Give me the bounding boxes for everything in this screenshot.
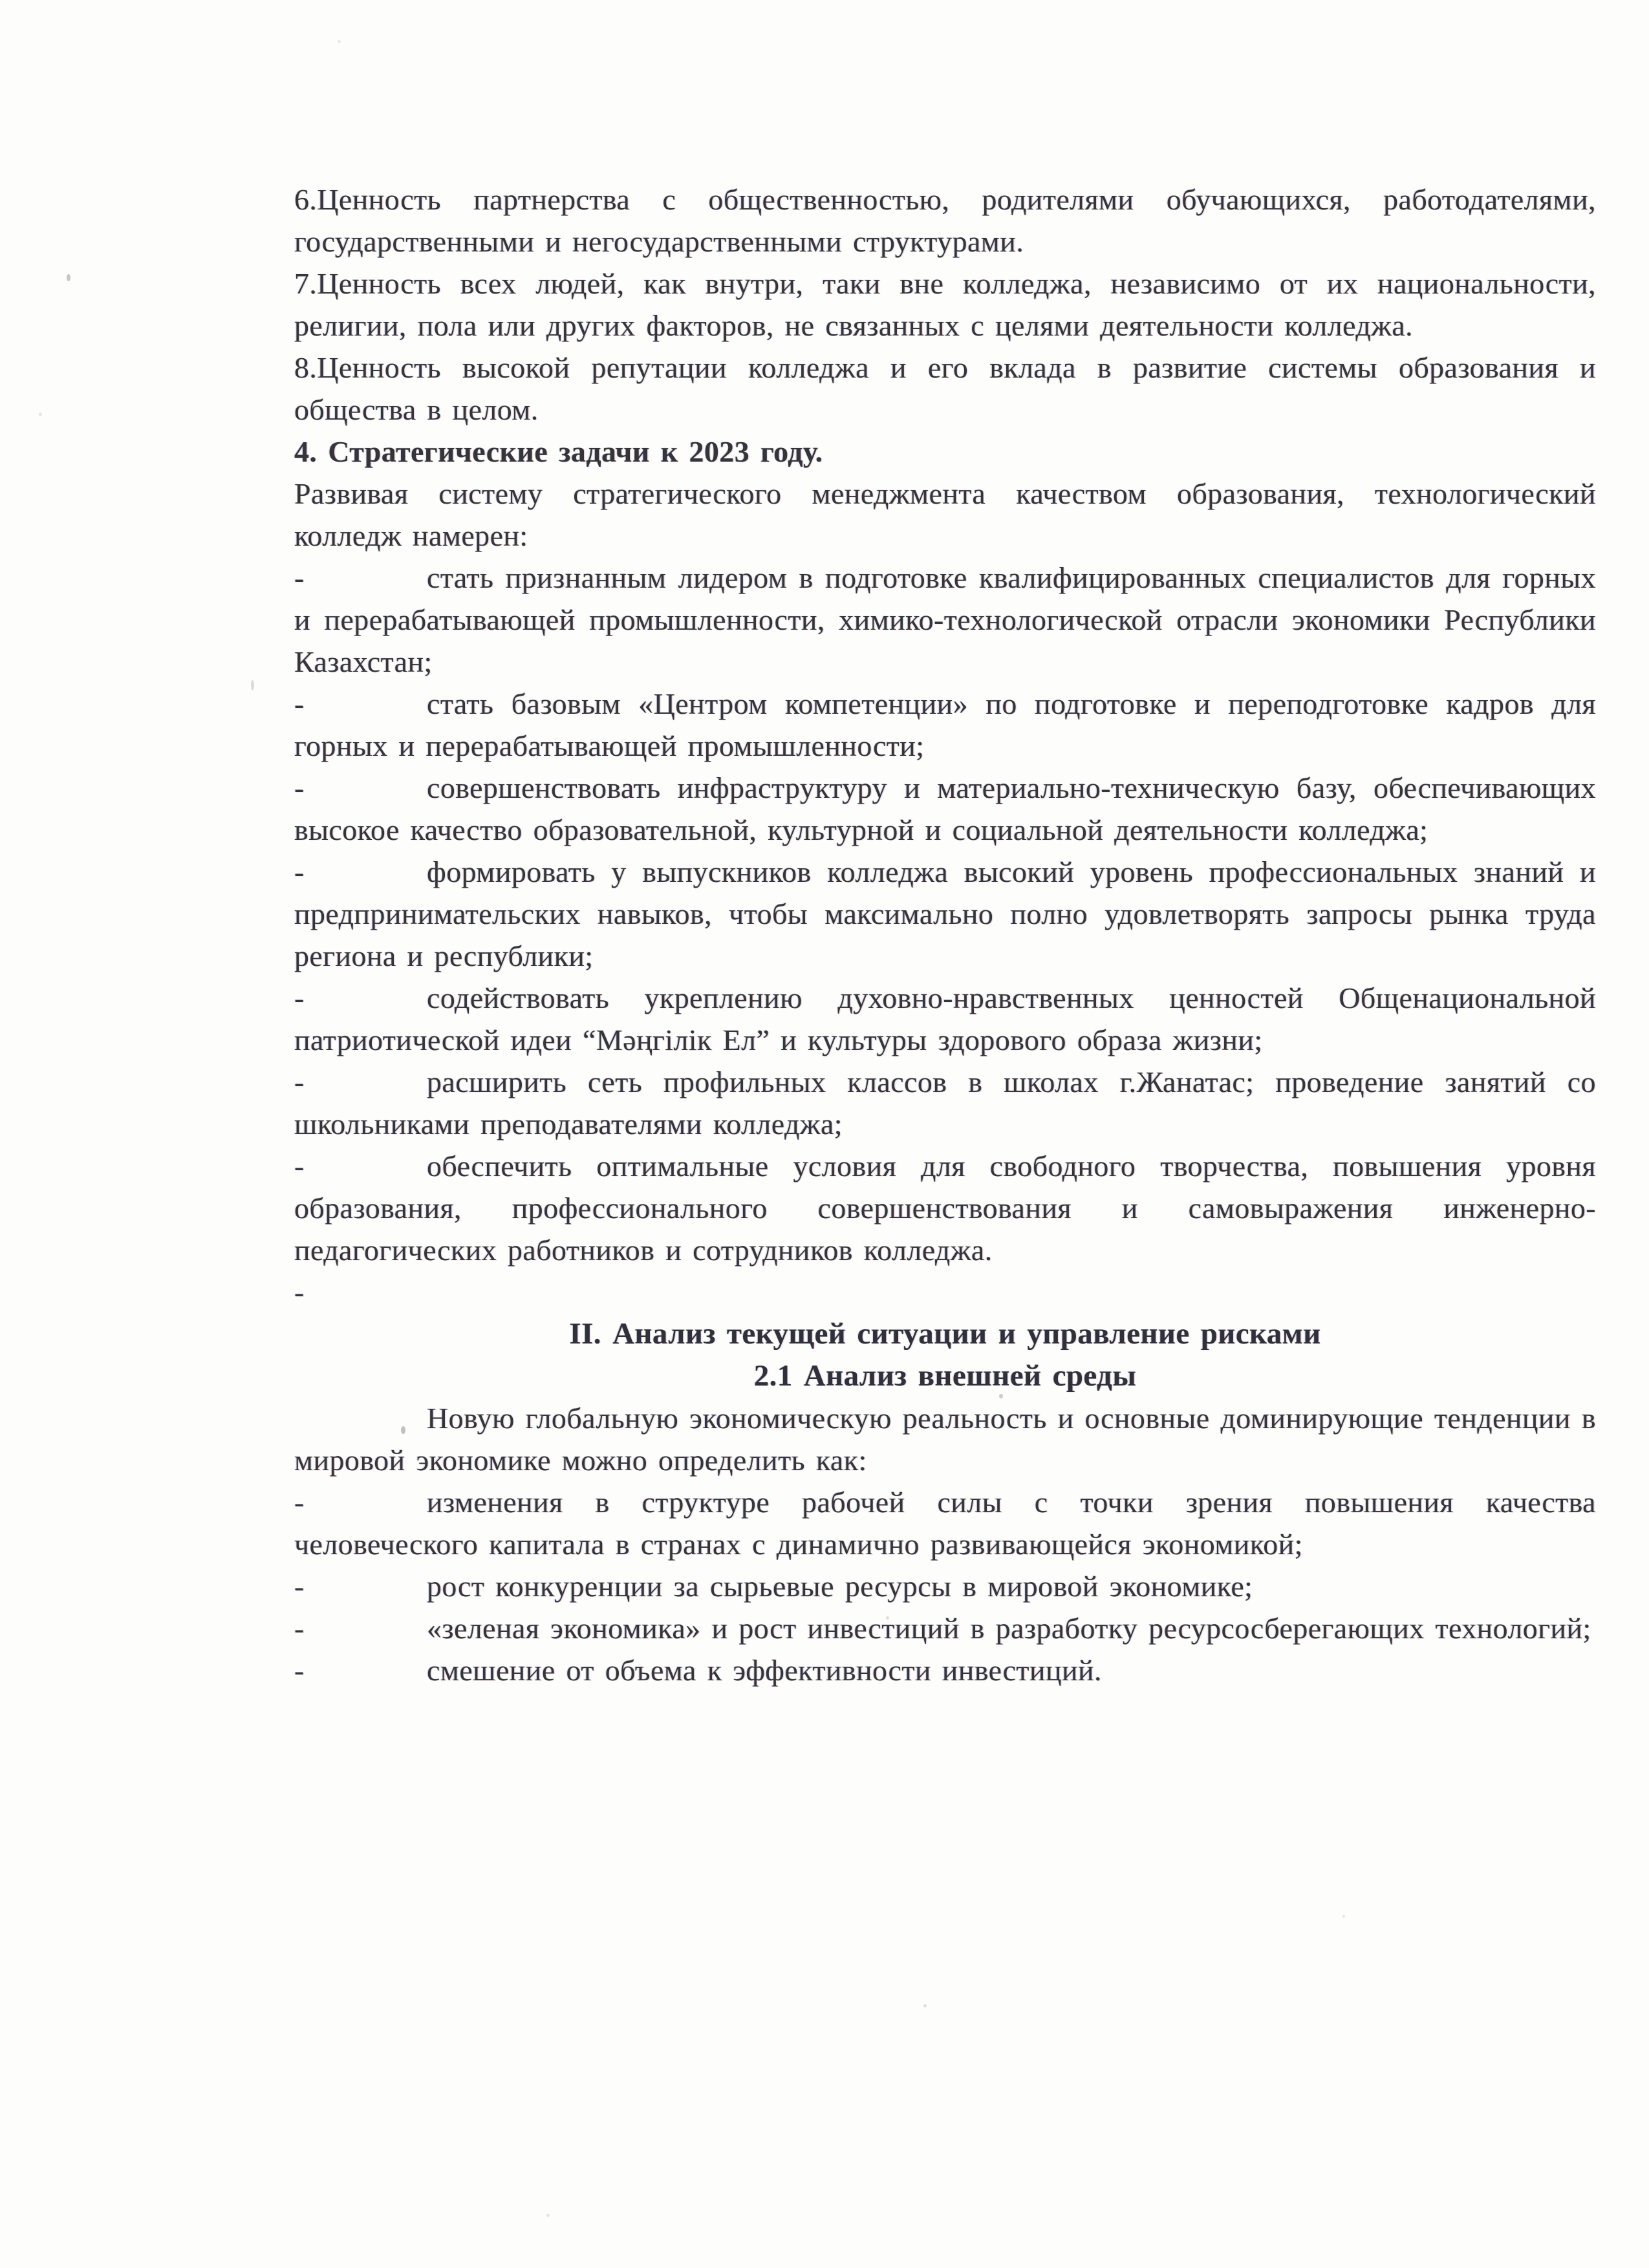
scan-speck — [67, 274, 70, 281]
bullet-dash: - — [294, 1612, 305, 1645]
bullet-become-leader — [294, 557, 1596, 683]
bullet-dash: - — [294, 1276, 305, 1309]
bullet-resource-competition — [294, 1565, 1596, 1607]
scan-speck — [338, 40, 341, 43]
bullet-empty-dash — [294, 1271, 1596, 1313]
bullet-optimal-conditions — [294, 1145, 1596, 1271]
scan-speck — [546, 2214, 550, 2217]
bullet-dash: - — [294, 687, 305, 720]
para-value-7: 7.Ценность всех людей, как внутри, таки вне колледжа, независимо от их национальности, религии, пола или других факторов, не связанных с целями деятельности колледжа. — [294, 267, 1596, 342]
bullet-spiritual-values — [294, 977, 1596, 1061]
bullet-text: содействовать укреплению духовно-нравственных ценностей Общенациональной патриотической идеи “Мәңгілік Ел” и культуры здорового образа жизни; — [294, 981, 1596, 1056]
bullet-dash: - — [294, 1150, 305, 1182]
scan-speck — [1342, 1915, 1345, 1918]
bullet-dash: - — [294, 1065, 305, 1098]
scan-speck — [251, 680, 254, 690]
bullet-profile-classes — [294, 1061, 1596, 1145]
bullet-dash: - — [294, 771, 305, 804]
bullet-dash: - — [294, 981, 305, 1014]
scan-speck — [39, 412, 42, 416]
bullet-text: «зеленая экономика» и рост инвестиций в разработку ресурсосберегающих технологий; — [427, 1612, 1591, 1645]
bullet-text: расширить сеть профильных классов в школах г.Жанатас; проведение занятий со школьниками преподавателями колледжа; — [294, 1065, 1596, 1140]
bullet-improve-infrastructure — [294, 767, 1596, 851]
bullet-text: формировать у выпускников колледжа высокий уровень профессиональных знаний и предпринимательских навыков, чтобы максимально полно удовлетворять запросы рынка труда региона и республики; — [294, 855, 1596, 972]
bullet-workforce-structure — [294, 1481, 1596, 1565]
bullet-investment-efficiency — [294, 1649, 1596, 1691]
scan-speck — [923, 2004, 927, 2007]
para-value-8: 8.Ценность высокой репутации колледжа и его вклада в развитие системы образования и общества в целом. — [294, 351, 1596, 426]
para-new-global-reality: Новую глобальную экономическую реальность и основные доминирующие тенденции в мировой экономике можно определить как: — [294, 1402, 1596, 1477]
bullet-text: обеспечить оптимальные условия для свободного творчества, повышения уровня образования, профессионального совершенствования и самовыражения инженерно-педагогических работников и сотрудников колледжа. — [294, 1150, 1596, 1267]
scan-speck — [401, 1426, 405, 1434]
bullet-text: смешение от объема к эффективности инвестиций. — [427, 1654, 1102, 1687]
para-value-6: 6.Ценность партнерства с общественностью, родителями обучающихся, работодателями, государственными и негосударственными структурами. — [294, 183, 1596, 258]
bullet-competence-center — [294, 683, 1596, 767]
bullet-dash: - — [294, 1486, 305, 1519]
bullet-text: изменения в структуре рабочей силы с точки зрения повышения качества человеческого капитала в странах с динамично развивающейся экономикой; — [294, 1486, 1596, 1561]
bullet-dash: - — [294, 1654, 305, 1687]
bullet-dash: - — [294, 855, 305, 888]
heading-section-2: II. Анализ текущей ситуации и управление рисками — [569, 1317, 1321, 1351]
heading-strategic-tasks: 4. Стратегические задачи к 2023 году. — [294, 435, 823, 468]
bullet-text: стать признанным лидером в подготовке квалифицированных специалистов для горных и перерабатывающей промышленности, химико-технологической отрасли экономики Республики Казахстан; — [294, 561, 1596, 678]
bullet-text: стать базовым «Центром компетенции» по подготовке и переподготовке кадров для горных и перерабатывающей промышленности; — [294, 687, 1596, 762]
bullet-dash: - — [294, 561, 305, 594]
bullet-text: совершенствовать инфраструктуру и материально-техническую базу, обеспечивающих высокое качество образовательной, культурной и социальной деятельности колледжа; — [294, 771, 1596, 846]
heading-subsection-2-1: 2.1 Анализ внешней среды — [753, 1359, 1137, 1393]
bullet-green-economy — [294, 1607, 1596, 1649]
scan-speck — [999, 1394, 1003, 1398]
scan-speck — [886, 1616, 889, 1620]
para-develop-intro: Развивая систему стратегического менеджмента качеством образования, технологический колледж намерен: — [294, 477, 1596, 552]
bullet-graduate-level — [294, 851, 1596, 977]
bullet-text: рост конкуренции за сырьевые ресурсы в мировой экономике; — [427, 1570, 1253, 1603]
bullet-dash: - — [294, 1570, 305, 1603]
